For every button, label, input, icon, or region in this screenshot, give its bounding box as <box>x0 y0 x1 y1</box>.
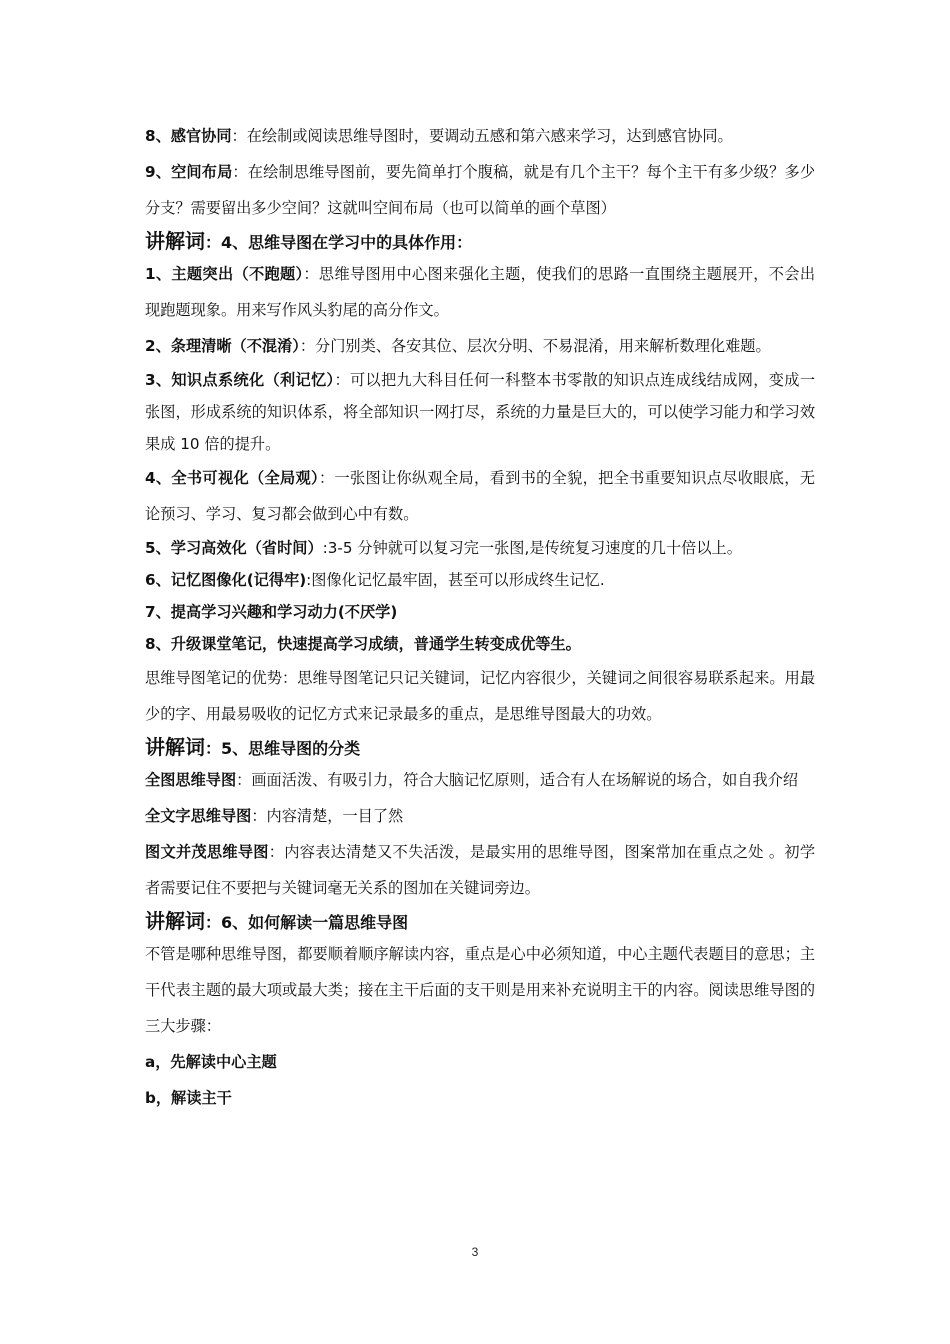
type-item-image-text <box>145 834 815 906</box>
use-item-7 <box>145 596 815 628</box>
type-title: 全图思维导图 <box>145 771 237 789</box>
page-content <box>145 118 815 1116</box>
use-title: 1、主题突出（不跑题） <box>145 265 304 283</box>
heading-title: 6、如何解读一篇思维导图 <box>221 913 409 932</box>
heading-title: 4、思维导图在学习中的具体作用： <box>221 233 473 252</box>
use-item-4 <box>145 460 815 532</box>
use-title: 7、提高学习兴趣和学习动力(不厌学) <box>145 603 398 621</box>
use-title: 4、全书可视化（全局观） <box>145 469 319 487</box>
paragraph-sensory-coordination <box>145 118 815 154</box>
use-item-3 <box>145 364 815 460</box>
use-text: :3-5 分钟就可以复习完一张图,是传统复习速度的几十倍以上。 <box>322 539 742 557</box>
item-number: 8、 <box>145 127 171 145</box>
item-title: 感官协同 <box>170 127 232 145</box>
use-item-2 <box>145 328 815 364</box>
item-title: 空间布局 <box>171 163 233 181</box>
use-text: :图像化记忆最牢固，甚至可以形成终生记忆. <box>306 571 605 589</box>
use-item-8 <box>145 628 815 660</box>
step-item-a: a，先解读中心主题 <box>145 1053 277 1071</box>
page-number: 3 <box>471 1245 479 1259</box>
heading-prefix: 讲解词 <box>145 229 205 253</box>
item-number: 9、 <box>145 163 172 181</box>
use-text: ：一张图让你纵观全局，看到书的全貌，把全书重要知识点尽收眼底，无论预习、学习、复习都会做到心中有数。 <box>145 469 816 523</box>
use-title: 3、知识点系统化（利记忆） <box>145 371 335 389</box>
heading-title: 5、思维导图的分类 <box>221 739 361 758</box>
heading-prefix: 讲解词 <box>145 909 205 933</box>
type-title: 图文并茂思维导图 <box>145 843 269 861</box>
type-item-full-text <box>145 798 815 834</box>
type-item-full-image <box>145 762 815 798</box>
heading-prefix: 讲解词 <box>145 735 205 759</box>
paragraph-reading-intro: 不管是哪种思维导图，都要顺着顺序解读内容，重点是心中必须知道，中心主题代表题目的意思；主干代表主题的最大项或最大类；接在主干后面的支干则是用来补充说明主干的内容。阅读思维导图的三大步骤： <box>145 945 815 1035</box>
use-title: 8、升级课堂笔记，快速提高学习成绩，普通学生转变成优等生。 <box>145 635 581 653</box>
section-heading-5 <box>145 734 815 762</box>
section-heading-6 <box>145 908 815 936</box>
paragraph-spatial-layout <box>145 154 815 226</box>
use-title: 6、记忆图像化(记得牢) <box>145 571 307 589</box>
heading-colon: ： <box>205 739 222 758</box>
step-item-b: b，解读主干 <box>145 1089 232 1107</box>
paragraph-note-advantage: 思维导图笔记的优势：思维导图笔记只记关键词，记忆内容很少，关键词之间很容易联系起来。用最少的字、用最易吸收的记忆方式来记录最多的重点，是思维导图最大的功效。 <box>145 669 815 723</box>
type-text: ：内容清楚，一目了然 <box>251 807 404 825</box>
use-text: ：可以把九大科目任何一科整本书零散的知识点连成线结成网，变成一张图，形成系统的知识体系，将全部知识一网打尽，系统的力量是巨大的，可以使学习能力和学习效果成 10 倍的提升。 <box>145 371 816 453</box>
use-item-1 <box>145 256 815 328</box>
use-item-5 <box>145 532 815 564</box>
type-title: 全文字思维导图 <box>145 807 252 825</box>
type-text: ：内容表达清楚又不失活泼，是最实用的思维导图，图案常加在重点之处 。初学者需要记住不要把与关键词毫无关系的图加在关键词旁边。 <box>145 843 816 897</box>
heading-colon: ： <box>205 913 222 932</box>
use-text: ：思维导图用中心图来强化主题，使我们的思路一直围绕主题展开，不会出现跑题现象。用来写作风头豹尾的高分作文。 <box>145 265 816 319</box>
type-text: ：画面活泼、有吸引力，符合大脑记忆原则，适合有人在场解说的场合，如自我介绍 <box>236 771 799 789</box>
use-item-6 <box>145 564 815 596</box>
use-text: ：分门别类、各安其位、层次分明、不易混淆，用来解析数理化难题。 <box>299 337 771 355</box>
use-title: 2、条理清晰（不混淆） <box>145 337 300 355</box>
item-text: ：在绘制或阅读思维导图时，要调动五感和第六感来学习，达到感官协同。 <box>231 127 733 145</box>
heading-colon: ： <box>205 233 222 252</box>
item-text: ：在绘制思维导图前，要先简单打个腹稿，就是有几个主干？每个主干有多少级？多少分支？需要留出多少空间？这就叫空间布局（也可以简单的画个草图） <box>145 163 816 217</box>
section-heading-4 <box>145 228 815 256</box>
use-title: 5、学习高效化（省时间） <box>145 539 323 557</box>
